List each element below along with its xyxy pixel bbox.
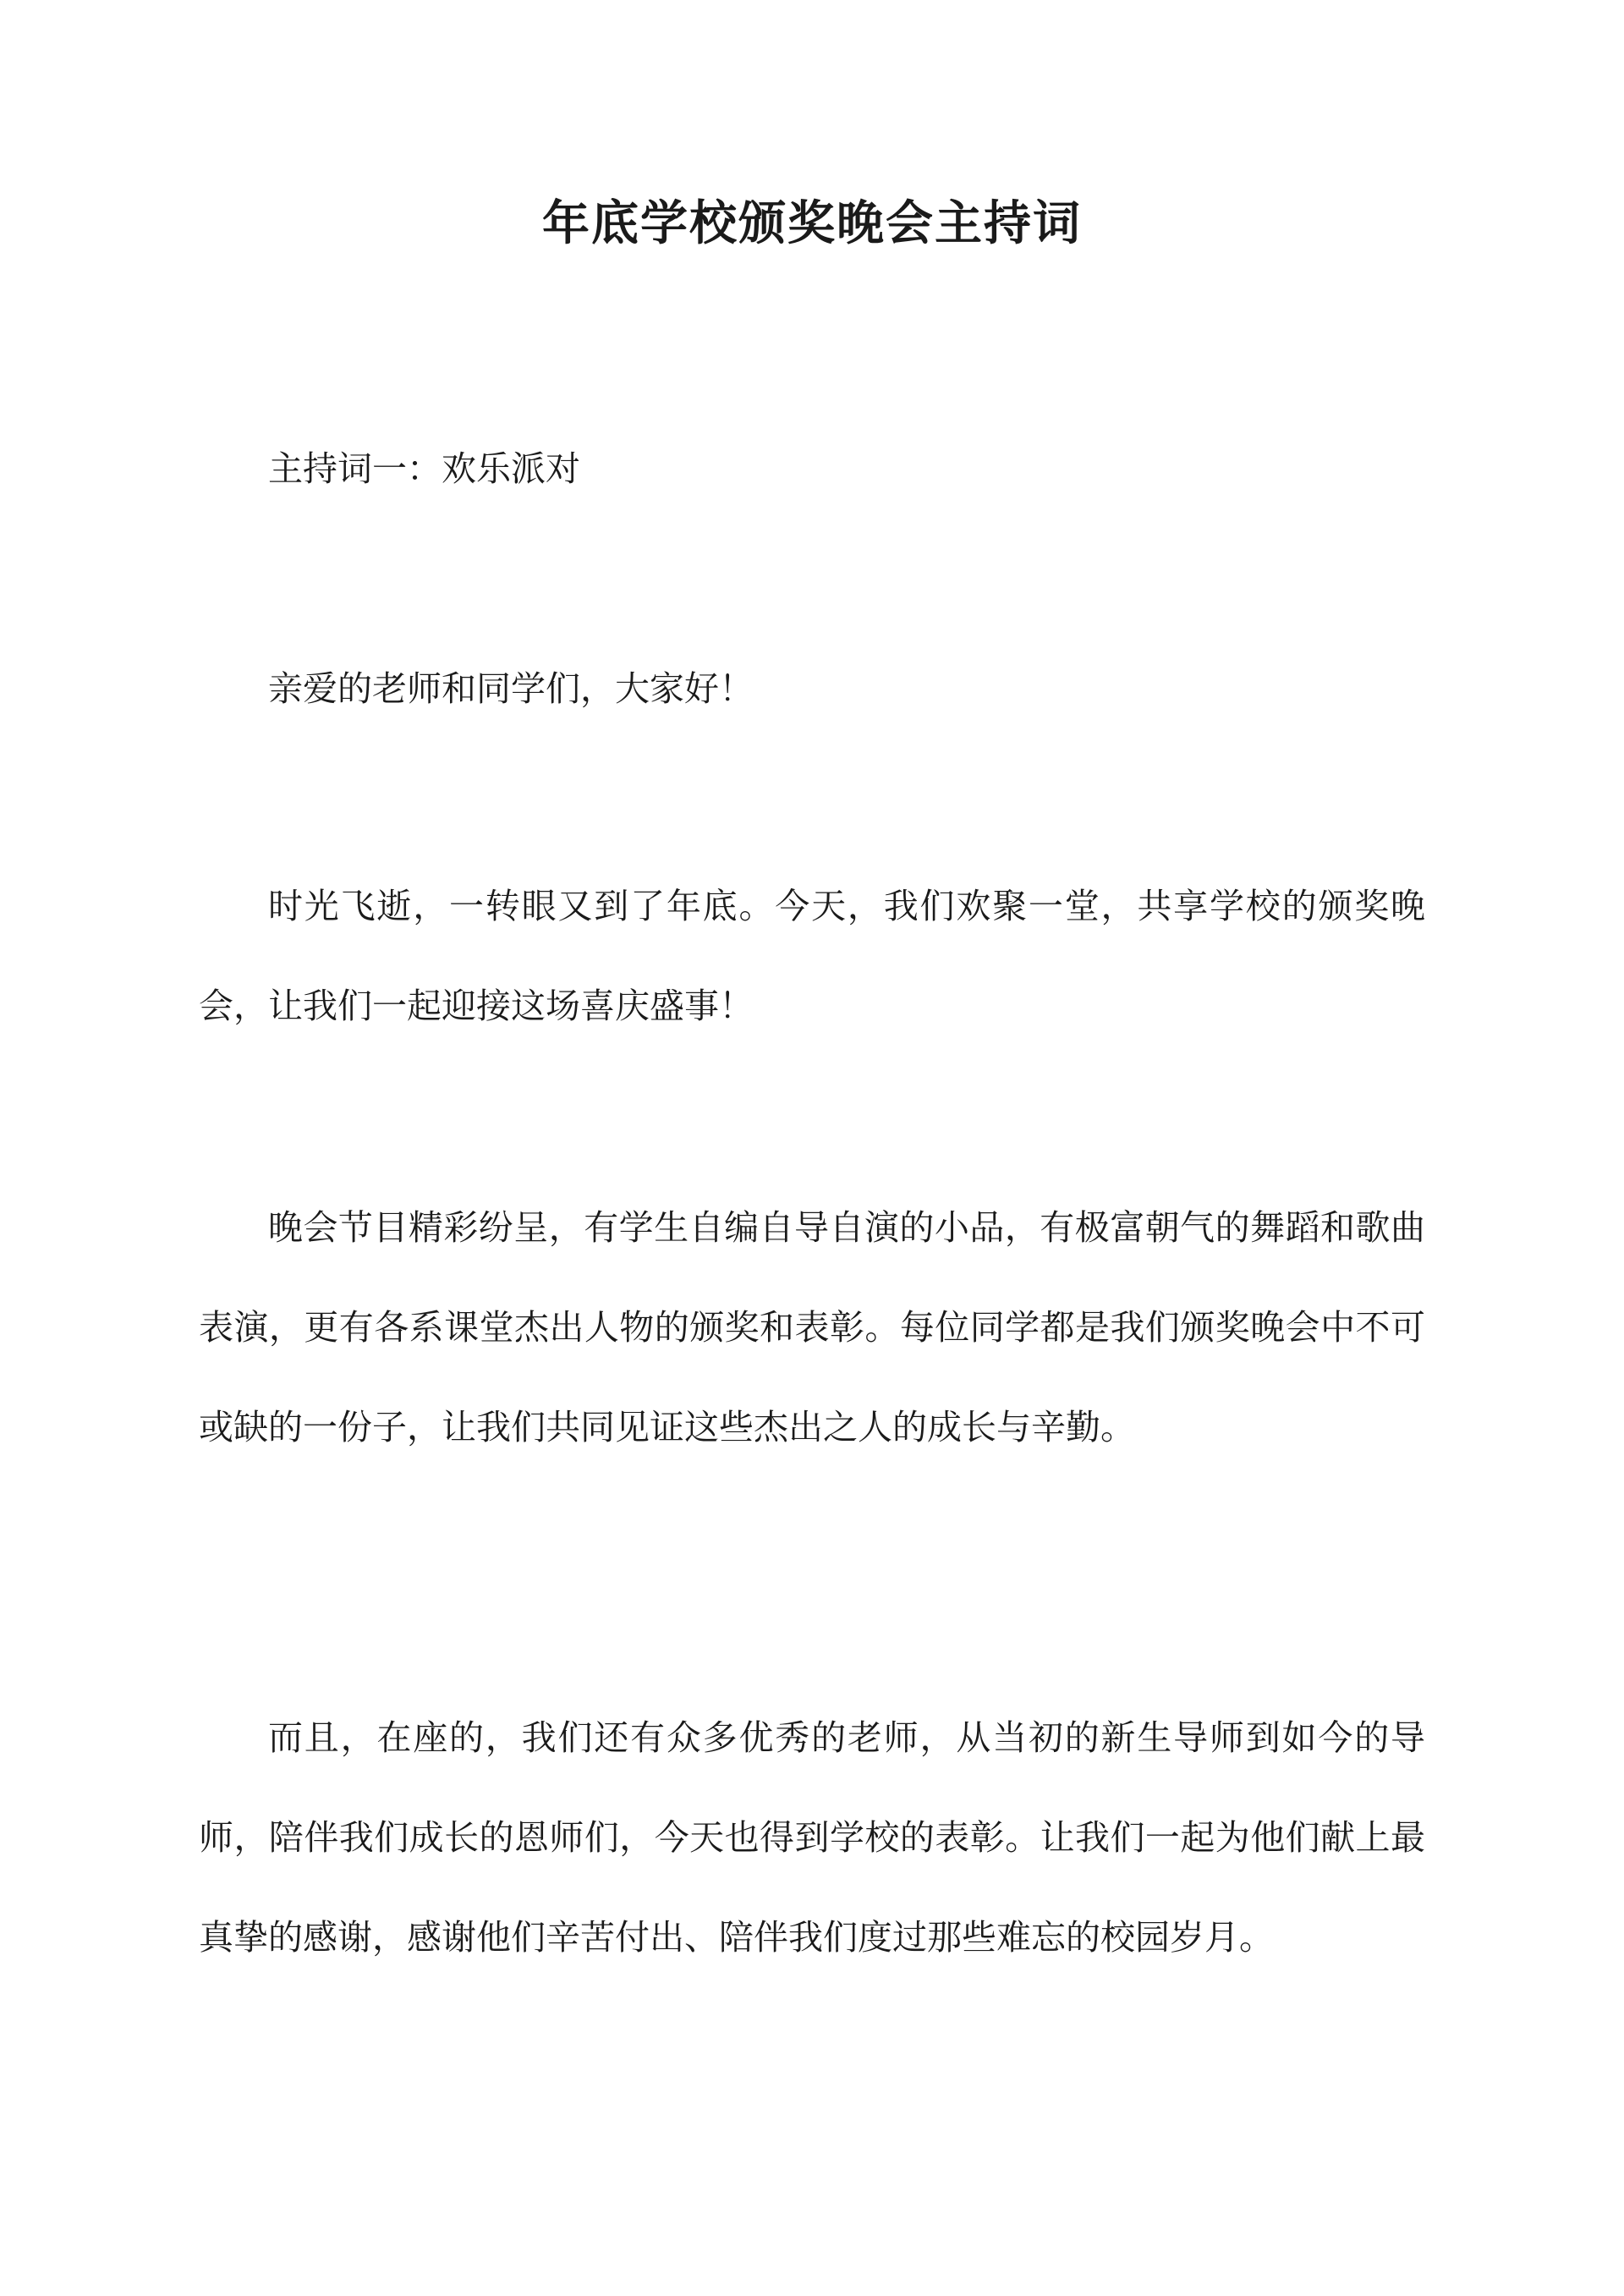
section-heading: 主持词一：欢乐派对 [268,448,580,489]
document-title: 年底学校颁奖晚会主持词 [542,195,1082,251]
body-paragraph-2: 晚会节目精彩纷呈，有学生自编自导自演的小品，有极富朝气的舞蹈和歌曲表演，更有各系课堂杰出人物的颁奖和表彰。每位同学都是我们颁奖晚会中不可或缺的一份子，让我们共同见证这些杰出之人的成长与辛勤。 [199,1207,1425,1447]
body-paragraph-3: 而且，在座的，我们还有众多优秀的老师，从当初的新生导师到如今的导师，陪伴我们成长的恩师们，今天也得到学校的表彰。让我们一起为他们献上最真挚的感谢，感谢他们辛苦付出、陪伴我们度过那些难忘的校园岁月。 [199,1717,1425,1958]
body-paragraph-1: 时光飞逝，一转眼又到了年底。今天，我们欢聚一堂，共享学校的颁奖晚会，让我们一起迎接这场喜庆盛事！ [199,886,1425,1026]
greeting-paragraph: 亲爱的老师和同学们，大家好！ [268,668,754,709]
